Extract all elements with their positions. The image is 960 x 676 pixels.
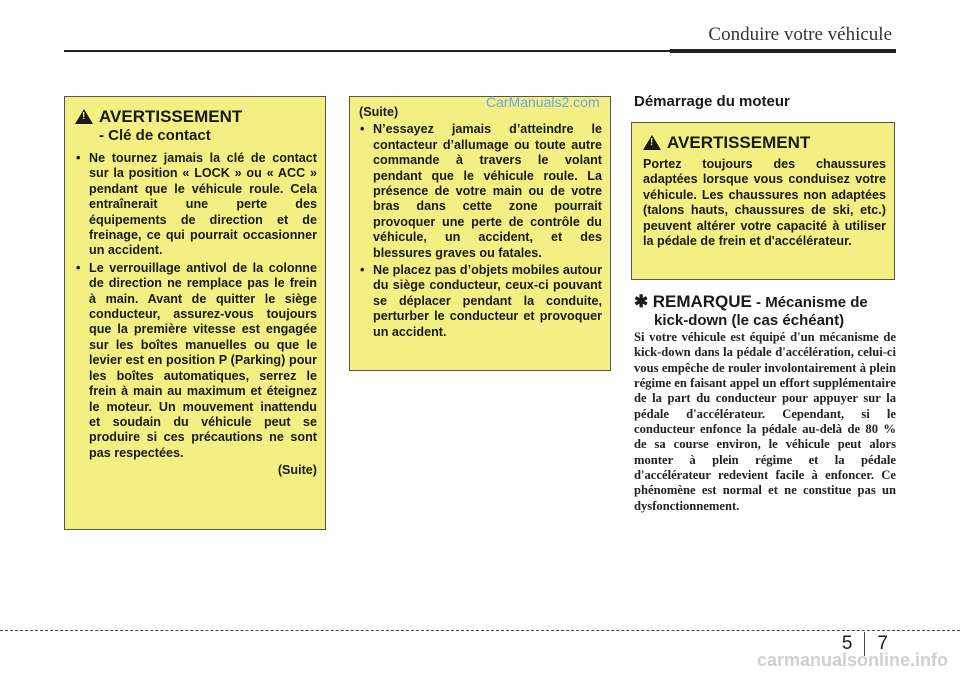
warning-item: • Ne placez pas d’objets mobiles autour du siège conducteur, ceux-ci pouvant se déplacer pendant la conduite, perturber le conducteur et provoquer un accident.	[359, 263, 602, 340]
continued-label: (Suite)	[359, 105, 399, 119]
section-title: Démarrage du moteur	[634, 93, 790, 110]
page-number-value: 7	[877, 633, 888, 654]
warning-subtitle: - Clé de contact	[99, 127, 211, 144]
footer-watermark: carmanualsonline.info	[756, 650, 948, 670]
chapter-number: 5	[841, 633, 853, 654]
page-header-title: Conduire votre véhicule	[708, 24, 892, 45]
warning-header	[643, 133, 886, 153]
warning-list	[359, 122, 602, 340]
note-heading	[634, 292, 896, 329]
warning-title: AVERTISSEMENT	[99, 107, 243, 126]
note-title-cont: kick-down (le cas échéant)	[654, 312, 845, 329]
warning-item: • Ne tournez jamais la clé de contact sur la position « LOCK » ou « ACC » pendant que le véhicule roule. Cela entraînerait une perte des équipements de direction et de freinage, ce qui pourrait occasionner un accident.	[75, 151, 317, 259]
warning-item: • Le verrouillage antivol de la colonne de direction ne remplace pas le frein à main. Avant de quitter le siège conducteur, assurez-vous toujours que la première vitesse est engagée sur les boîtes manuelles ou que le levier est en position P (Parking) pour les boîtes automatiques, serrez le frein à main au maximum et éteignez le moteur. Un mouvement inattendu et soudain du véhicule peut se produire si ces précautions ne sont pas respectées.	[75, 261, 317, 461]
note-title: - Mécanisme de	[751, 294, 868, 311]
warning-item: • N’essayez jamais d’atteindre le contacteur d’allumage ou toute autre commande à travers le volant pendant que le véhicule roule. La présence de votre main ou de votre bras dans cette zone pourrait provoquer une perte de contrôle du véhicule, un accident, et des blessures graves ou fatales.	[359, 122, 602, 261]
continued-label: (Suite)	[277, 463, 317, 478]
warning-box-footwear	[631, 122, 895, 280]
note-label: REMARQUE	[652, 292, 752, 311]
warning-triangle-icon: !	[643, 135, 661, 150]
warning-triangle-icon: !	[75, 109, 93, 124]
warning-header	[75, 107, 317, 127]
warning-text: Portez toujours des chaussures adaptées lorsque vous conduisez votre véhicule. Les chaussures non adaptées (talons hauts, chaussures de ski, etc.) peuvent altérer votre capacité à utiliser la pédale de frein et d'accélérateur.	[643, 157, 886, 249]
warning-list	[75, 151, 317, 461]
warning-box-ignition-key	[64, 96, 326, 530]
note-star-icon: ✱	[634, 292, 649, 311]
page-footer-rule	[0, 630, 960, 631]
warning-title: AVERTISSEMENT	[667, 133, 811, 152]
warning-box-continued	[349, 96, 611, 371]
header-rule	[64, 50, 896, 52]
note-body: Si votre véhicule est équipé d'un mécanisme de kick-down dans la pédale d'accélération, celui-ci vous empêche de rouler involontairement à plein régime en faisant appel un effort supplémentaire de la part du conducteur pour appuyer sur la pédale d'accélérateur. Cependant, si le conducteur enfonce la pédale au-delà de 80 % de sa course environ, le véhicule peut alors monter à plein régime et la pédale d'accélérateur redevient facile à enfoncer. Ce phénomène est normal et ne constitue pas un dysfonctionnement.	[634, 330, 896, 513]
watermark-link[interactable]: CarManuals2.com	[486, 94, 600, 110]
